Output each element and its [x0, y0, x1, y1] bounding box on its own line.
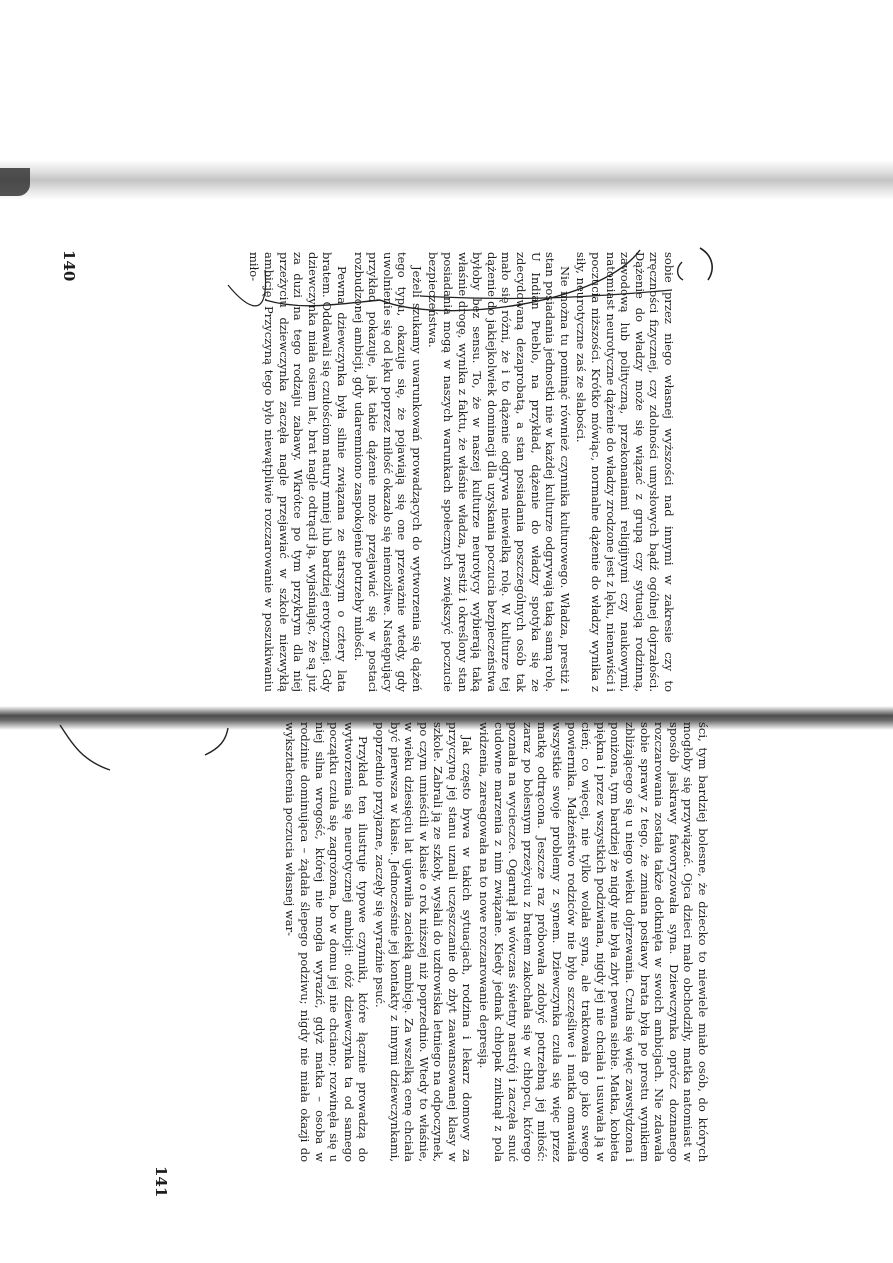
paragraph: Nie można tu pominąć również czynnika kulturowego. Władza, prestiż i stan posiadania jednostki nie w każdej kulturze odgrywają taką samą rolę. U Indian Pueblo, na przykład, dążenie do władzy spotyka się ze zdecydowaną dezaprobatą, a stan posiadania poszczególnych osób tak mało się różni, że i to dążenie odgrywa niewielką rolę. W kulturze tej dążenie do jakiejkolwiek dominacji dla uzyskania poczucia bezpieczeństwa byłoby bez sensu. To, że w naszej kulturze neurotycy wybierają taką właśnie drogę, wynika z faktu, że właśnie władza, prestiż i określony stan posiadania mogą w naszych warunkach społecznych zwiększyć poczucie bezpieczeństwa.: [426, 252, 572, 692]
page-number-140: 140: [60, 250, 78, 282]
page-number-141: 141: [152, 1166, 170, 1198]
margin-bracket: [205, 728, 228, 755]
page-140-text: [0, 252, 676, 692]
scan-edge-mark: [0, 168, 30, 196]
scan-shadow-band: [0, 160, 893, 200]
margin-mark: [60, 725, 110, 770]
margin-bracket: [700, 248, 712, 280]
paragraph: Jeżeli szukamy uwarunkowań prowadzących do wytworzenia się dążeń tego typu, okazuje się, że pojawiają się one przeważnie wtedy, gdy uwolnienie się od lęku poprzez miłość okazało się niemożliwe. Następujący przykład pokazuje, jak takie dążenie może przejawiać się w postaci rozbudzonej ambicji, gdy udaremniono zaspokojenie potrzeby miłości.: [351, 252, 424, 692]
paragraph: Przykład ten ilustruje typowe czynniki, które łącznie prowadzą do wytworzenia się neurotycznej ambicji: otóż dziewczynka ta od samego początku czuła się zagrożona, bo w domu jej nie chciano; rozwinęła się u niej silna wrogość, której nie mogła wyrazić, gdyż matka – osoba w rodzinie dominująca – żądała ślepego podziwu; nigdy nie miała okazji do wykształcenia poczucia własnej war-: [283, 722, 371, 1162]
paragraph: sobie przez niego własnej wyższości nad innymi w zakresie czy to zręczności fizycznej, czy zdolności umysłowych bądź ogólnej dojrzałości. Dążenie do władzy może się wiązać z grupą czy sytuacją rodzinną, zawodową lub polityczną, przekonaniami religijnymi czy naukowymi, natomiast neurotyczne dążenie do władzy zrodzone jest z lęku, nienawiści i poczucia niższości. Krótko mówiąc, normalne dążenie do władzy wynika z siły, neurotyczne zaś ze słabości.: [574, 252, 676, 692]
paragraph: Jak często bywa w takich sytuacjach, rodzina i lekarz domowy za przyczynę jej stanu uznali uczęszczanie do zbyt zaawansowanej klasy w szkole. Zabrali ją ze szkoły, wysłali do uzdrowiska letniego na odpoczynek, po czym umieścili w klasie o rok niższej niż poprzednio. Wtedy to właśnie, w wieku dziesięciu lat ujawniła zaciekłą ambicję. Za wszelką cenę chciała być pierwsza w klasie. Jednocześnie jej kontakty z innymi dziewczynkami, poprzednio przyjazne, zaczęły się wyraźnie psuć.: [372, 722, 475, 1162]
margin-mark: [678, 262, 683, 280]
page-141-text: [250, 722, 710, 1162]
paragraph: ści, tym bardziej bolesne, że dziecko to niewiele miało osób, do których mogłoby się przywiązać. Ojca dzieci mało obchodziły, matka natomiast w sposób jaskrawy faworyzowała syna. Dziewczynka oprócz doznanego rozczarowania została także dotknięta w swoich ambicjach. Nie zdawała sobie sprawy z tego, że zmiana postawy brata była po prostu wynikiem zbliżającego się u niego wieku dojrzewania. Czuła się więc zawstydzona i poniżona, tym bardziej że nigdy nie była zbyt pewna siebie. Matka, kobieta piękna i przez wszystkich podziwiana, nigdy jej nie chciała i usuwała ją w cień; co więcej, nie tylko wolała syna, ale traktowała go jako swego powiernika. Małżeństwo rodziców nie było szczęśliwe i matka omawiała wszystkie swoje problemy z synem. Dziewczynka czuła się więc przez matkę odtrącona. Jeszcze raz próbowała zdobyć potrzebną jej miłość: zaraz po bolesnym przeżyciu z bratem zakochała się w chłopcu, którego poznała na wycieczce. Ogarnął ją wówczas świetny nastrój i zaczęła snuć cudowne marzenia z nim związane. Kiedy jednak chłopak zniknął z pola widzenia, zareagowała na to nowe rozczarowanie depresją.: [477, 722, 710, 1162]
paragraph: Pewna dziewczynka była silnie związana ze starszym o cztery lata bratem. Oddawali się czułościom natury mniej lub bardziej erotycznej. Gdy dziewczynka miała osiem lat, brat nagle odtrącił ją, wyjaśniając, że są już za duzi na tego rodzaju zabawy. Wkrótce po tym przykrym dla niej przeżyciu dziewczynka zaczęła nagle przejawiać w szkole niezwykłą ambicję. Przyczyną tego było niewątpliwie rozczarowanie w poszukiwaniu miło-: [247, 252, 349, 692]
